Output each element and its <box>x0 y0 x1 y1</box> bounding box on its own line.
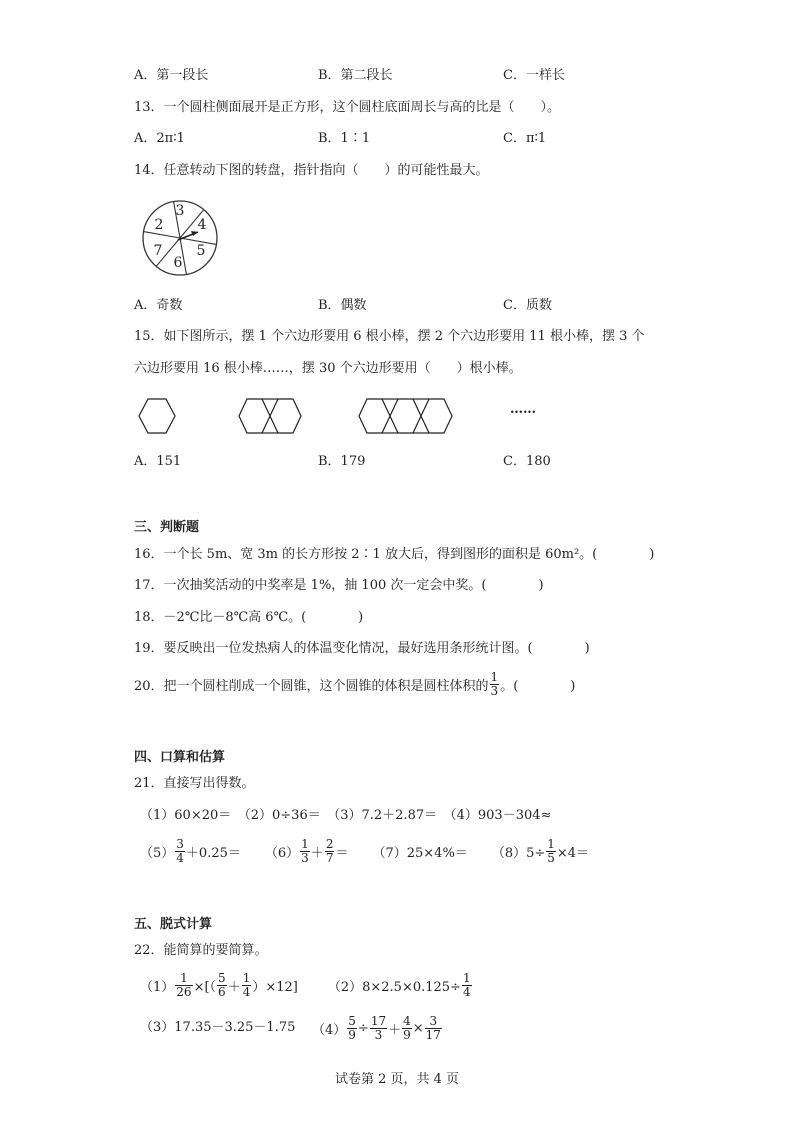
q21-row2 <box>140 836 589 866</box>
q13-stem: 13．一个圆柱侧面展开是正方形，这个圆柱底面周长与高的比是（ ）。 <box>134 100 561 115</box>
fraction: $\frac{17}{3}$ <box>370 1013 387 1042</box>
spinner-number: 3 <box>175 203 185 219</box>
problem-expression: ）×12] <box>252 979 298 995</box>
problem-label: （5） <box>140 845 175 861</box>
q20-blank: 。( ) <box>500 678 576 694</box>
fraction: $\frac{2}{7}$ <box>325 836 334 865</box>
fraction: $\frac{1}{4}$ <box>242 970 251 999</box>
hexagon-pattern-1 <box>138 396 178 436</box>
q14-option-a: A．奇数 <box>134 298 183 313</box>
operator: ＋ <box>310 845 324 861</box>
fraction: $\frac{1}{3}$ <box>301 836 309 865</box>
q21-row1: （1）60×20＝ （2）0÷36＝ （3）7.2＋2.87＝ （4）903－304≈ <box>140 808 552 823</box>
q13-option-c: C．π∶1 <box>503 131 547 146</box>
q12-option-a: A．第一段长 <box>134 68 209 83</box>
fraction: $\frac{5}{6}$ <box>218 970 226 999</box>
problem-expression: ＝ <box>335 845 349 861</box>
q15-option-c: C．180 <box>503 454 551 469</box>
fraction: $\frac{3}{4}$ <box>176 836 184 865</box>
problem-label: （4） <box>312 1022 347 1038</box>
q21-stem: 21．直接写出得数。 <box>134 776 255 791</box>
spinner-number: 4 <box>197 217 207 233</box>
problem-label: （8）5÷ <box>491 845 546 861</box>
spinner-number: 7 <box>153 243 163 259</box>
problem-label: （1） <box>140 979 175 995</box>
fraction: $\frac{1}{5}$ <box>547 836 555 865</box>
section5-title: 五、脱式计算 <box>134 917 213 932</box>
section3-title: 三、判断题 <box>134 520 200 535</box>
q15-stem-line1: 15．如下图所示，摆 1 个六边形要用 6 根小棒，摆 2 个六边形要用 11 根小棒，摆 3 个 <box>134 329 645 344</box>
spinner-diagram <box>138 196 222 280</box>
q15-stem-line2: 六边形要用 16 根小棒……，摆 30 个六边形要用（ ）根小棒。 <box>134 361 522 376</box>
q22-expression-4 <box>312 1013 443 1043</box>
q15-option-a: A．151 <box>134 454 182 469</box>
fraction-one-third: $\frac{1}{3}$ <box>490 669 499 698</box>
section4-title: 四、口算和估算 <box>134 750 226 765</box>
q17-text: 17．一次抽奖活动的中奖率是 1%，抽 100 次一定会中奖。( ) <box>134 578 544 593</box>
hexagon-pattern-3 <box>357 396 457 436</box>
q13-option-a: A．2π∶1 <box>134 131 185 146</box>
q15-option-b: B．179 <box>318 454 366 469</box>
q22-expression-3: （3）17.35－3.25－1.75 <box>140 1020 296 1035</box>
spinner-number: 5 <box>196 243 206 259</box>
problem-expression: ＋0.25＝ <box>185 845 241 861</box>
operator: ÷ <box>357 1020 369 1036</box>
q22-row1 <box>140 970 473 1000</box>
spinner-number: 2 <box>154 217 164 233</box>
q14-stem: 14．任意转动下图的转盘，指针指向（ ）的可能性最大。 <box>134 163 489 178</box>
problem-label: （6） <box>264 845 300 861</box>
q18-text: 18．－2℃比－8℃高 6℃。( ) <box>134 610 364 625</box>
fraction: $\frac{4}{9}$ <box>403 1013 411 1042</box>
q15-ellipsis: …… <box>510 402 536 417</box>
hexagon-pattern-2 <box>237 396 305 436</box>
problem-expression: ×4＝ <box>556 845 590 861</box>
q12-option-c: C．一样长 <box>503 68 565 83</box>
q20-row <box>134 669 575 699</box>
q20-text: 20．把一个圆柱削成一个圆锥，这个圆锥的体积是圆柱体积的 <box>134 678 489 694</box>
problem-expression: （7）25×4%＝ <box>372 845 468 861</box>
q13-option-b: B．1∶1 <box>318 131 371 146</box>
problem-expression: （2）8×2.5×0.125÷ <box>327 979 461 995</box>
operator: ＋ <box>388 1022 402 1038</box>
operator: ×[（ <box>193 979 217 995</box>
fraction: $\frac{1}{26}$ <box>176 970 192 999</box>
q14-option-b: B．偶数 <box>318 298 367 313</box>
fraction: $\frac{1}{4}$ <box>462 970 471 999</box>
q14-option-c: C．质数 <box>503 298 552 313</box>
spinner-number: 6 <box>173 255 183 271</box>
operator: × <box>412 1020 424 1036</box>
fraction: $\frac{3}{17}$ <box>425 1013 441 1042</box>
q12-option-b: B．第二段长 <box>318 68 393 83</box>
q16-text: 16．一个长 5m、宽 3m 的长方形按 2∶1 放大后，得到图形的面积是 60m²。( ) <box>134 547 655 562</box>
q19-text: 19．要反映出一位发热病人的体温变化情况，最好选用条形统计图。( ) <box>134 641 590 656</box>
q22-stem: 22．能简算的要简算。 <box>134 943 268 958</box>
operator: ＋ <box>227 979 241 995</box>
page-footer: 试卷第 2 页，共 4 页 <box>334 1072 460 1087</box>
fraction: $\frac{5}{9}$ <box>348 1013 356 1042</box>
